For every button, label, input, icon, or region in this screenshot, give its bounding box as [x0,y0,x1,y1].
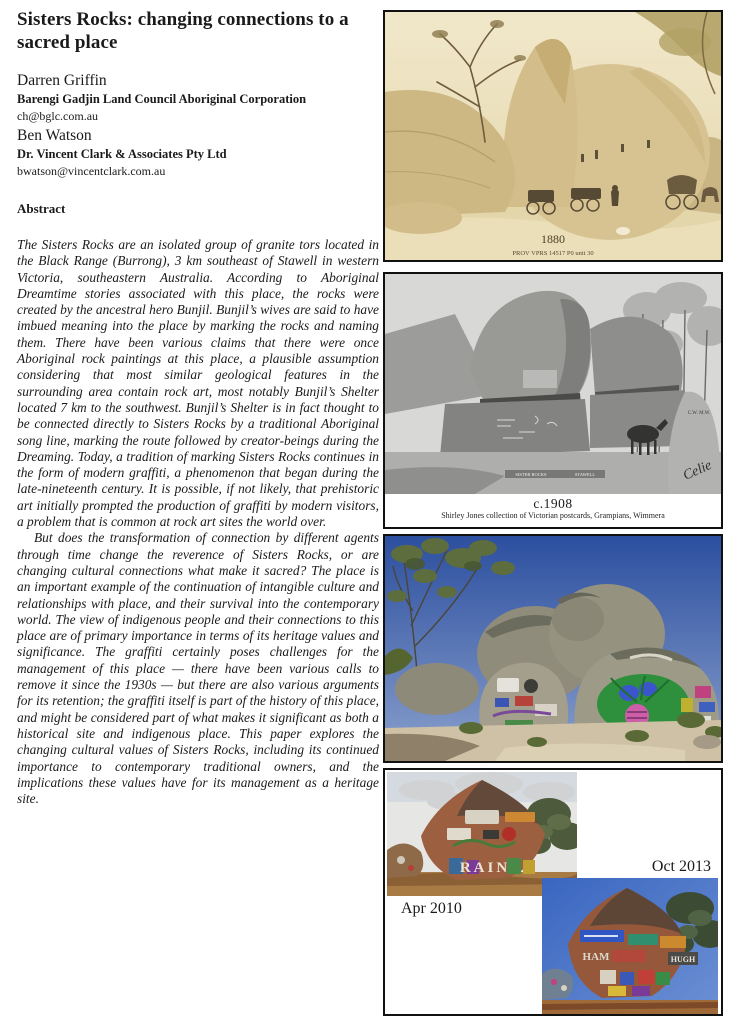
photoB-graffiti-word-2: HUGH [670,955,696,964]
author-email: ch@bglc.com.au [17,109,99,123]
figure-colour-photo [383,534,723,763]
fig2-caption [385,494,721,526]
fig2-plate-right: STAWELL [574,472,596,477]
fig1-credit-caption: PROV VPRS 14517 P0 unit 30 [512,250,594,257]
photoA-graffiti-word: RAIN [459,860,511,876]
author-affiliation: Barengi Gadjin Land Council Aboriginal Corporation [17,92,307,106]
figure-column [383,10,723,1020]
fig4-label-oct-2013: Oct 2013 [651,858,711,875]
photo-oct-2013 [542,878,718,1014]
photo-1880-sepia [385,12,721,260]
fig1-year-caption: 1880 [541,232,565,246]
photo-colour-graffiti-rocks [385,536,721,761]
fig2-year-caption: c.1908 [533,496,573,511]
author-block [17,70,379,180]
fig2-inscription-initials: C.W. M.W. [687,411,711,416]
abstract-heading: Abstract [17,201,66,216]
author-name: Ben Watson [17,127,92,144]
figure-comparison [383,768,723,1016]
abstract-paragraph-1: The Sisters Rocks are an isolated group of granite tors located in the Black Range (Burrong), 3 km southeast of Stawell in western Victoria, southeastern Australia. According to Aboriginal Dreamtime stories associated with this place, the rocks were created by the ancestral hero Bunjil. Bunjil’s wives are said to have imbued meaning into the place by marking the rocks and naming them. There have been various claims that there were once Aboriginal rock paintings at this place, a plausible assumption considering that most similar geological features in the surrounding area contain rock art, most notably Bunjil’s Shelter located 7 km to the southwest. Bunjil’s Shelter is in fact thought to be connected directly to Sisters Rocks by a traditional Aboriginal song line, marking the route followed by creator-beings during the Dreaming. Today, a tradition of marking Sisters Rocks continues in the form of modern graffiti, a phenomenon that began during the late-nineteenth century. It is possible, if not likely, that prehistoric art initially prompted the production of graffiti by modern visitors, a problem that is common at rock art sites the world over. [17,237,379,530]
figure-1908 [383,272,723,529]
page-title: Sisters Rocks: changing connections to a sacred place [17,9,349,53]
author-2 [17,125,379,180]
photoB-graffiti-word-1: HAM [582,951,610,963]
article-text-column [17,8,379,807]
fig2-plate-left: SISTER ROCKS [515,472,547,477]
photo-1908-bw [385,274,721,494]
author-affiliation: Dr. Vincent Clark & Associates Pty Ltd [17,147,227,161]
author-1 [17,70,379,125]
fig2-credit-caption: Shirley Jones collection of Victorian postcards, Grampians, Wimmera [441,511,665,520]
abstract-paragraph-2: But does the transformation of connection by different agents through time change the reverence of Sisters Rocks, or are changing cultural connections what make it sacred? The place is an important example of the continuation of intangible culture and relationships with place, and their survival into the contemporary world. The view of indigenous people and their connections to this place are of primary importance in terms of its heritage values and significance. The graffiti certainly poses challenges for the management of this place — there have been various calls to remove it since the 1930s — but there are also various arguments for its retention; the graffiti itself is part of the history of this place, and might be considered part of what makes it significant as both a historical site and indigenous place. This paper explores the changing cultural values of Sisters Rocks, including its continued importance to contemporary traditional owners, and the implications these values have for its management as a heritage site. [17,530,379,807]
fig4-label-apr-2010: Apr 2010 [401,900,462,917]
author-email: bwatson@vincentclark.com.au [17,164,166,178]
fig2-inscription-name: Celie [681,457,715,484]
author-name: Darren Griffin [17,72,107,89]
figure-1880 [383,10,723,262]
